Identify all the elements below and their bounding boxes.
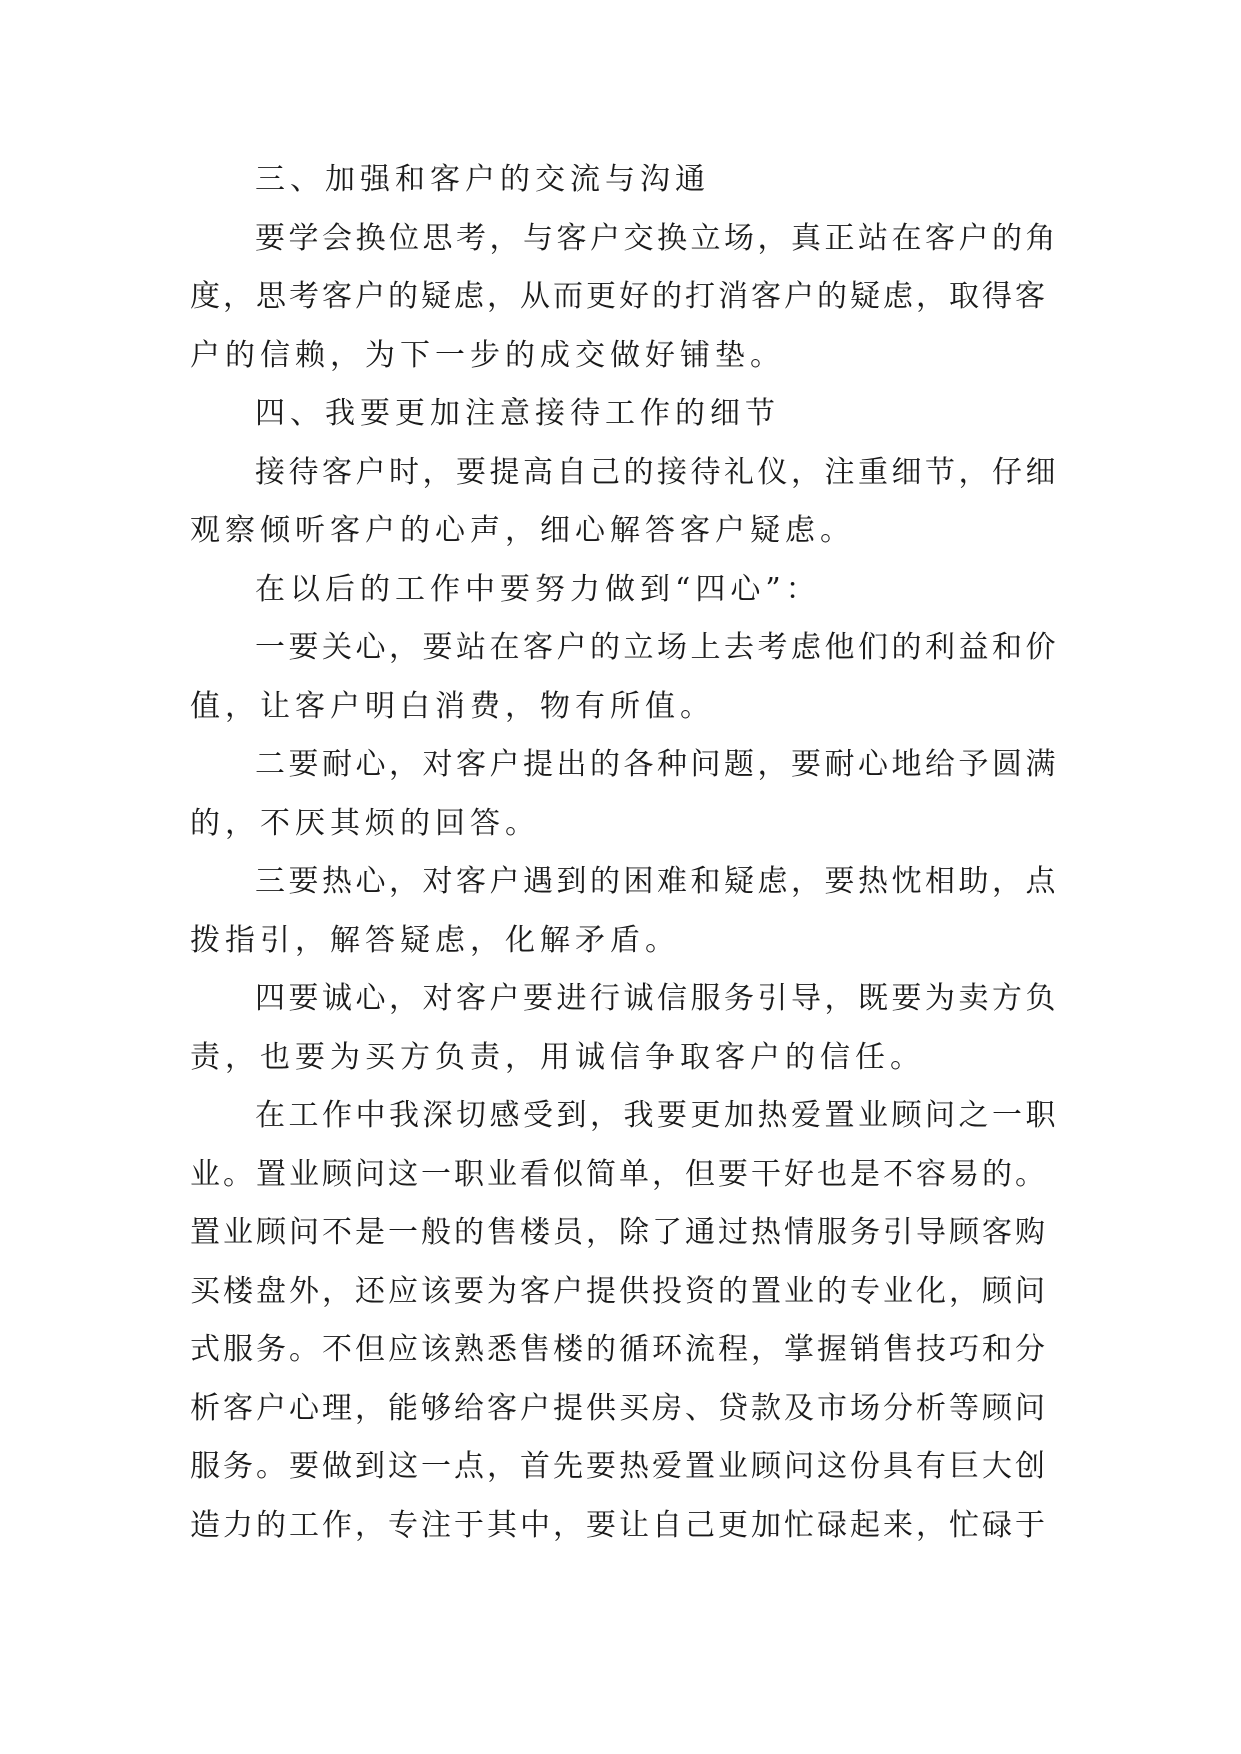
text-line: 二要耐心，对客户提出的各种问题，要耐心地给予圆满 — [255, 747, 1059, 782]
text-line: 度，思考客户的疑虑，从而更好的打消客户的疑虑，取得客 — [190, 279, 1048, 314]
text-line: 买楼盘外，还应该要为客户提供投资的置业的专业化，顾问 — [190, 1273, 1048, 1309]
text-line: 的，不厌其烦的回答。 — [190, 805, 540, 841]
text-line: 值，让客户明白消费，物有所值。 — [190, 688, 715, 724]
text-line: 接待客户时，要提高自己的接待礼仪，注重细节，仔细 — [255, 454, 1059, 490]
text-line: 四、我要更加注意接待工作的细节 — [255, 396, 780, 431]
text-line: 一要关心，要站在客户的立场上去考虑他们的利益和价 — [255, 630, 1059, 665]
text-line: 服务。要做到这一点，首先要热爱置业顾问这份具有巨大创 — [190, 1449, 1048, 1484]
text-line: 业。置业顾问这一职业看似简单，但要干好也是不容易的。 — [190, 1156, 1048, 1192]
text-line: 要学会换位思考，与客户交换立场，真正站在客户的角 — [255, 220, 1059, 256]
text-line: 在工作中我深切感受到，我要更加热爱置业顾问之一职 — [255, 1098, 1059, 1133]
document-body — [190, 151, 1060, 1555]
text-line: 责，也要为买方负责，用诚信争取客户的信任。 — [190, 1039, 925, 1075]
text-line: 式服务。不但应该熟悉售楼的循环流程，掌握销售技巧和分 — [190, 1332, 1048, 1367]
text-line: 置业顾问不是一般的售楼员，除了通过热情服务引导顾客购 — [190, 1215, 1048, 1250]
text-line: 三要热心，对客户遇到的困难和疑虑，要热忱相助，点 — [255, 864, 1059, 899]
text-line: 四要诚心，对客户要进行诚信服务引导，既要为卖方负 — [255, 981, 1059, 1016]
text-line: 户的信赖，为下一步的成交做好铺垫。 — [190, 337, 785, 373]
text-line: 造力的工作，专注于其中，要让自己更加忙碌起来，忙碌于 — [190, 1507, 1048, 1543]
text-line: 在以后的工作中要努力做到“四心”： — [255, 571, 821, 607]
text-line: 三、加强和客户的交流与沟通 — [255, 162, 710, 197]
text-line: 拨指引，解答疑虑，化解矛盾。 — [190, 922, 680, 958]
text-line: 观察倾听客户的心声，细心解答客户疑虑。 — [190, 513, 855, 548]
text-line: 析客户心理，能够给客户提供买房、贷款及市场分析等顾问 — [190, 1390, 1048, 1426]
